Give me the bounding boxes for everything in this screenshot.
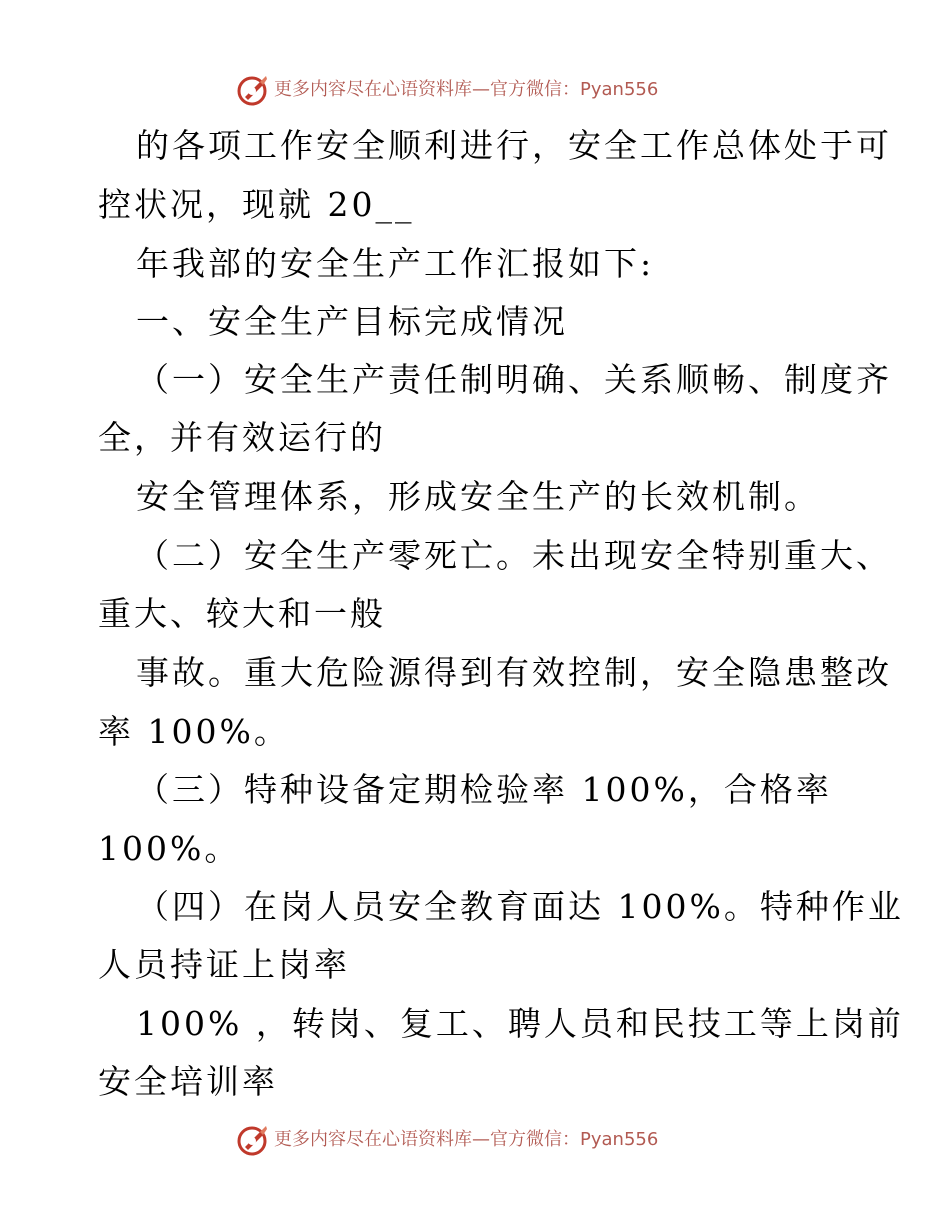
watermark-text: 更多内容尽在心语资料库—官方微信：Pyan556 — [274, 1129, 659, 1150]
body-text-line: 100% ，转岗、复工、聘人员和民技工等上岗前 — [136, 1004, 904, 1043]
body-text-line: （一）安全生产责任制明确、关系顺畅、制度齐 — [136, 360, 892, 399]
body-text-line: 安全管理体系，形成安全生产的长效机制。 — [136, 477, 820, 516]
body-text-line: 安全培训率 — [98, 1062, 278, 1101]
body-text-line: 事故。重大危险源得到有效控制，安全隐患整改 — [136, 653, 892, 692]
body-text-line: 全，并有效运行的 — [98, 418, 386, 457]
body-text-line: 重大、较大和一般 — [98, 594, 386, 633]
body-text-line: 人员持证上岗率 — [98, 945, 350, 984]
body-text-line: （三）特种设备定期检验率 100%，合格率 — [136, 770, 832, 809]
quill-logo-icon — [236, 1123, 270, 1157]
body-text-line: 率 100%。 — [98, 712, 290, 751]
body-text-line: （二）安全生产零死亡。未出现安全特别重大、 — [136, 536, 892, 575]
body-text-line: 年我部的安全生产工作汇报如下: — [136, 244, 655, 283]
body-text-line: 100%。 — [98, 829, 241, 868]
footer-watermark-banner — [0, 1120, 950, 1160]
body-text-line: （四）在岗人员安全教育面达 100%。特种作业 — [136, 887, 904, 926]
section-heading: 一、安全生产目标完成情况 — [136, 302, 568, 341]
quill-logo-icon — [236, 73, 270, 107]
watermark-text: 更多内容尽在心语资料库—官方微信：Pyan556 — [274, 79, 659, 100]
body-text-line: 控状况，现就 20__ — [98, 185, 415, 224]
header-watermark-banner — [0, 70, 950, 110]
body-text-line: 的各项工作安全顺利进行，安全工作总体处于可 — [136, 126, 892, 165]
